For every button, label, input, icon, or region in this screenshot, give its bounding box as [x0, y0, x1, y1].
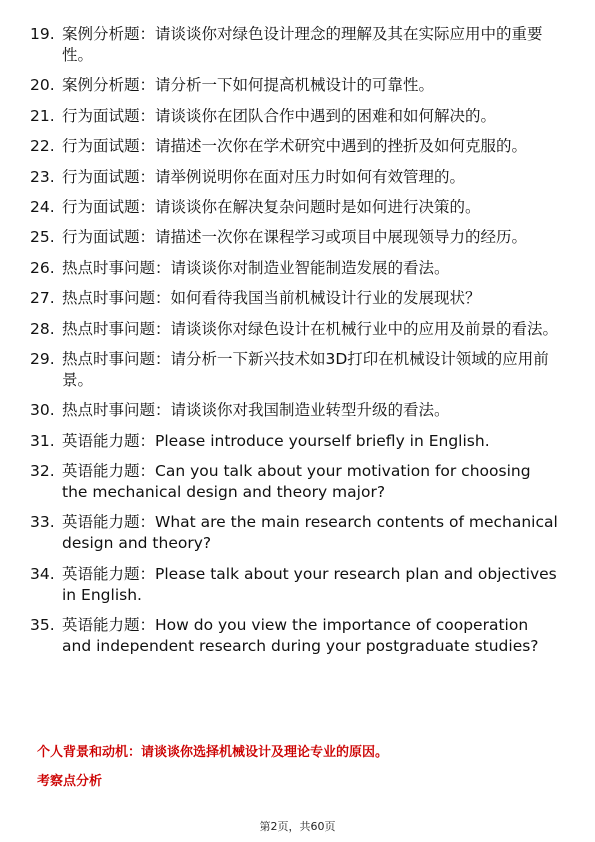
analysis-subheading: 考察点分析: [37, 774, 103, 789]
question-list: [30, 24, 560, 667]
question-number: 31.: [30, 431, 55, 450]
question-number: 34.: [30, 564, 55, 583]
question-item: [30, 106, 560, 127]
question-item: [30, 461, 560, 503]
question-number: 19.: [30, 25, 55, 43]
question-text: 行为面试题：请谈谈你在团队合作中遇到的困难和如何解决的。: [62, 106, 497, 125]
question-text: 英语能力题：Please introduce yourself briefly in English.: [62, 431, 490, 450]
question-number: 25.: [30, 228, 55, 247]
question-item: [30, 136, 560, 157]
question-text: 热点时事问题：请分析一下新兴技术如3D打印在机械设计领域的应用前景。: [62, 349, 549, 389]
question-text: 英语能力题：Can you talk about your motivation for choosing the mechanical design and theory major?: [62, 462, 531, 502]
question-text: 英语能力题：What are the main research contents of mechanical design and theory?: [62, 513, 558, 553]
question-item: [30, 167, 560, 188]
question-number: 21.: [30, 106, 55, 125]
question-number: 20.: [30, 76, 55, 95]
question-text: 案例分析题：请分析一下如何提高机械设计的可靠性。: [62, 76, 435, 95]
question-item: [30, 431, 560, 452]
page-number-footer: 第2页，共60页: [259, 820, 336, 833]
question-text: 热点时事问题：请谈谈你对我国制造业转型升级的看法。: [62, 401, 450, 420]
question-item: [30, 227, 560, 248]
question-item: [30, 349, 560, 391]
question-number: 33.: [30, 513, 55, 532]
question-text: 热点时事问题：请谈谈你对绿色设计在机械行业中的应用及前景的看法。: [62, 319, 559, 338]
section-heading: 个人背景和动机：请谈谈你选择机械设计及理论专业的原因。: [37, 745, 389, 760]
question-text: 热点时事问题：请谈谈你对制造业智能制造发展的看法。: [62, 258, 450, 277]
question-number: 35.: [30, 616, 55, 635]
question-text: 行为面试题：请谈谈你在解决复杂问题时是如何进行决策的。: [62, 197, 481, 216]
question-number: 29.: [30, 349, 55, 368]
question-number: 28.: [30, 319, 55, 338]
question-item: [30, 24, 560, 66]
question-item: [30, 258, 560, 279]
question-number: 27.: [30, 289, 55, 308]
question-item: [30, 400, 560, 421]
question-number: 23.: [30, 167, 55, 186]
question-number: 22.: [30, 137, 55, 156]
question-text: 英语能力题：How do you view the importance of cooperation and independent research during your postgraduate studies?: [62, 616, 539, 656]
question-item: [30, 288, 560, 309]
question-item: [30, 197, 560, 218]
question-text: 行为面试题：请举例说明你在面对压力时如何有效管理的。: [62, 167, 466, 186]
question-text: 热点时事问题：如何看待我国当前机械设计行业的发展现状？: [62, 289, 481, 308]
question-number: 24.: [30, 197, 55, 216]
question-item: [30, 512, 560, 554]
question-number: 32.: [30, 462, 55, 481]
question-item: [30, 564, 560, 606]
question-text: 行为面试题：请描述一次你在学术研究中遇到的挫折及如何克服的。: [62, 137, 528, 156]
question-text: 英语能力题：Please talk about your research plan and objectives in English.: [62, 564, 557, 604]
question-text: 行为面试题：请描述一次你在课程学习或项目中展现领导力的经历。: [62, 228, 528, 247]
question-item: [30, 319, 560, 340]
question-number: 30.: [30, 401, 55, 420]
question-item: [30, 75, 560, 96]
question-number: 26.: [30, 258, 55, 277]
question-text: 案例分析题：请谈谈你对绿色设计理念的理解及其在实际应用中的重要性。: [62, 25, 543, 64]
question-item: [30, 615, 560, 657]
